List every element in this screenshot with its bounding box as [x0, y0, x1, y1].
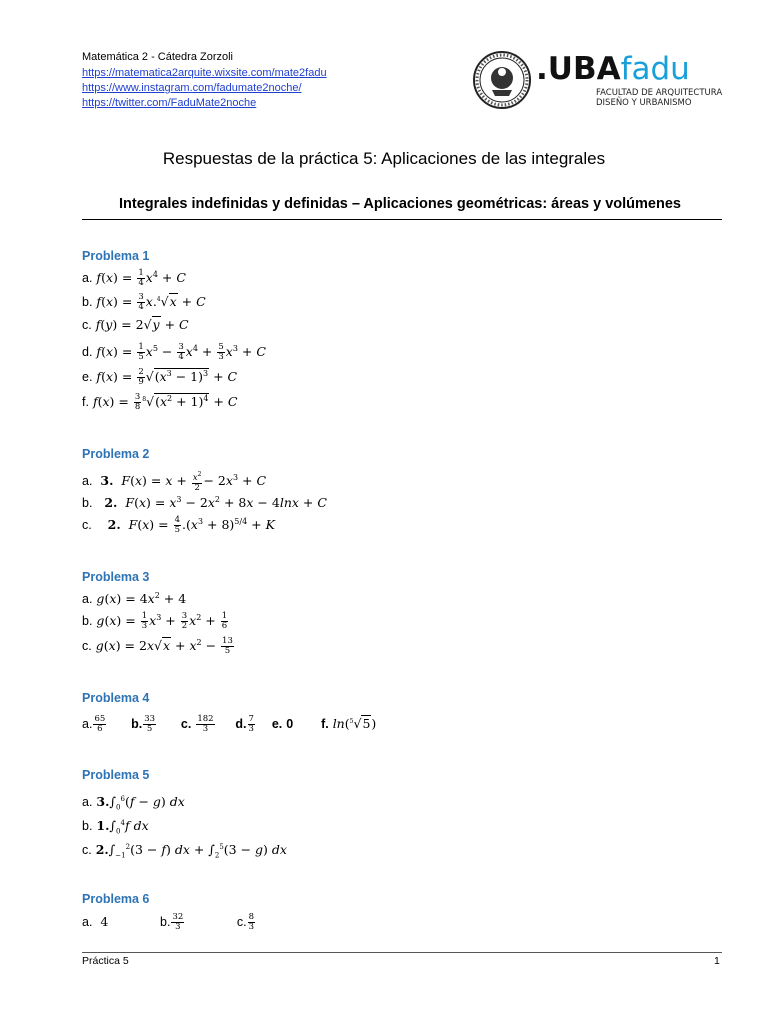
answer-label: a.	[82, 717, 93, 732]
answer-label: d.	[82, 345, 93, 360]
fraction: $\frac{2}{9}$	[138, 367, 144, 388]
problem-5-answer-a: a. $3.\int_0^6(f - g)$ dx	[82, 794, 185, 812]
fraction: $\frac{1}{5}$	[138, 342, 144, 363]
fraction: $\frac{1}{6}$	[221, 611, 228, 632]
problem-1-answer-a: a. f(x) = $\frac{1}{4}$ $x^4 + C$	[82, 268, 186, 289]
problem-3-answer-c: c. $g(x) = 2x√x + x^2$ − $\frac{13}{5}$	[82, 636, 233, 657]
twitter-link[interactable]: https://twitter.com/FaduMate2noche	[82, 97, 257, 109]
fraction: $\frac{5}{3}$	[218, 342, 224, 363]
answer-label: d.	[235, 717, 247, 732]
answer-label: e.	[271, 717, 283, 732]
answer-label: c.	[236, 915, 247, 929]
problem-1-answer-c: c. f(y) = 2√y + C	[82, 317, 189, 332]
subtitle-rule	[82, 219, 722, 220]
answer-value: 4	[100, 914, 109, 929]
problem-1-answer-f: f. f(x) = $\frac{3}{8}$ $^8√(x^2 + 1)^4 + C$	[82, 392, 238, 413]
course-name: Matemática 2 - Cátedra Zorzoli	[82, 51, 233, 63]
fraction: $\frac{13}{5}$	[222, 636, 233, 657]
answer-label: b.	[131, 717, 143, 732]
answer-label: f.	[82, 395, 89, 410]
answer-label: c.	[82, 843, 92, 858]
answer-choice: 3.	[96, 794, 110, 810]
logo-line1: FACULTAD DE ARQUITECTURA	[596, 88, 723, 98]
problem-4-answers: a. $\frac{65}{6}$ b. $\frac{33}{5}$ c. $\frac{182}{3}$ d. $\frac{7}{3}$ e. 0 f. ln($^5$√5)	[82, 714, 377, 735]
answer-choice: 2.	[104, 495, 118, 511]
fraction: $\frac{1}{4}$	[138, 268, 144, 289]
answer-choice: 1.	[96, 818, 110, 834]
problem-2-answer-c: c. 2. F(x) = $\frac{4}{5}$ $.(x^3 + 8)^{5/4} + K$	[82, 515, 275, 536]
problem-3-answer-b: b. g(x) = $\frac{1}{3}$ $x^3$ + $\frac{3}{2}$ $x^2$ + $\frac{1}{6}$	[82, 611, 228, 632]
fraction: $\frac{65}{6}$	[94, 714, 106, 735]
answer-label: e.	[82, 370, 93, 385]
fraction: $\frac{7}{3}$	[248, 714, 254, 735]
fraction: $\frac{3}{2}$	[181, 611, 188, 632]
problem-1-answer-e: e. f(x) = $\frac{2}{9}$ $√(x^3 - 1)^3 + C$	[82, 367, 238, 388]
problem-1-title: Problema 1	[82, 249, 150, 263]
instagram-link[interactable]: https://www.instagram.com/fadumate2noche/	[82, 82, 302, 94]
answer-label: b.	[160, 915, 171, 929]
uba-seal-icon	[472, 50, 532, 110]
problem-3-title: Problema 3	[82, 570, 150, 584]
problem-6-title: Problema 6	[82, 892, 150, 906]
answer-label: b.	[82, 614, 93, 629]
fraction: $\frac{32}{3}$	[172, 912, 184, 932]
fraction: $\frac{x^2}{2}$	[192, 471, 202, 494]
answer-label: c.	[82, 518, 92, 533]
logo-faculty-name	[596, 88, 722, 108]
fraction: $\frac{1}{3}$	[141, 611, 148, 632]
answer-label: b.	[82, 819, 93, 834]
wixsite-link[interactable]: https://matematica2arquite.wixsite.com/mate2fadu	[82, 67, 327, 79]
answer-label: c.	[82, 318, 92, 332]
answer-value: 0	[286, 717, 294, 732]
answer-label: a.	[82, 795, 93, 810]
fraction: $\frac{3}{4}$	[178, 342, 184, 363]
answer-choice: 3.	[100, 473, 114, 489]
page-number: 1	[714, 955, 720, 967]
logo-uba: .UBA	[536, 51, 621, 87]
answer-label: b.	[82, 295, 93, 310]
answer-label: c.	[82, 639, 92, 654]
fraction: $\frac{3}{4}$	[138, 292, 144, 313]
answer-label: f.	[321, 717, 329, 732]
problem-5-title: Problema 5	[82, 768, 150, 782]
answer-choice: 2.	[95, 842, 109, 858]
fraction: $\frac{4}{5}$	[174, 515, 181, 536]
fraction: $\frac{3}{8}$	[134, 392, 141, 413]
problem-4-title: Problema 4	[82, 691, 150, 705]
problem-2-answer-a: a. 3. F(x) = x + $\frac{x^2}{2}$ − $2x^3 + C$	[82, 471, 267, 494]
answer-label: b.	[82, 496, 93, 511]
problem-5-answer-c: c. $2.\int_{-1}^2(3 - f)$ dx + $\int_2^5(3 - g)$ dx	[82, 842, 287, 860]
answer-label: a.	[82, 592, 93, 607]
answer-label: a.	[82, 271, 93, 286]
answer-label: a.	[82, 915, 93, 929]
logo-fadu: fadu	[620, 51, 690, 87]
answer-choice: 2.	[107, 517, 121, 533]
problem-2-title: Problema 2	[82, 447, 150, 461]
fraction: $\frac{33}{5}$	[144, 714, 156, 735]
problem-3-answer-a: a. $g(x) = 4x^2 + 4$	[82, 591, 187, 607]
problem-5-answer-b: b. $1.\int_0^4f$ dx	[82, 818, 149, 836]
fraction: $\frac{8}{3}$	[248, 912, 255, 932]
logo-line2: DISEÑO Y URBANISMO	[596, 98, 692, 108]
section-subtitle: Integrales indefinidas y definidas – Aplicaciones geométricas: áreas y volúmenes	[119, 196, 681, 212]
footer-rule	[82, 952, 722, 953]
page-title: Respuestas de la práctica 5: Aplicaciones de las integrales	[162, 149, 606, 168]
problem-1-answer-d: d. f(x) = $\frac{1}{5}$ $x^5$ − $\frac{3}{4}$ $x^4$ + $\frac{5}{3}$ $x^3 + C$	[82, 342, 266, 363]
fraction: $\frac{182}{3}$	[197, 714, 214, 735]
problem-1-answer-b: b. f(x) = $\frac{3}{4}$ x.$^4$√x + C	[82, 292, 206, 313]
uba-fadu-logo	[536, 52, 690, 86]
problem-6-answers	[82, 913, 256, 932]
problem-2-answer-b: b. 2. $F(x) = x^3 - 2x^2 + 8x - 4\ln x + C$	[82, 495, 327, 511]
answer-label: c.	[180, 717, 192, 732]
answer-label: a.	[82, 474, 93, 489]
footer-label: Práctica 5	[82, 955, 129, 967]
